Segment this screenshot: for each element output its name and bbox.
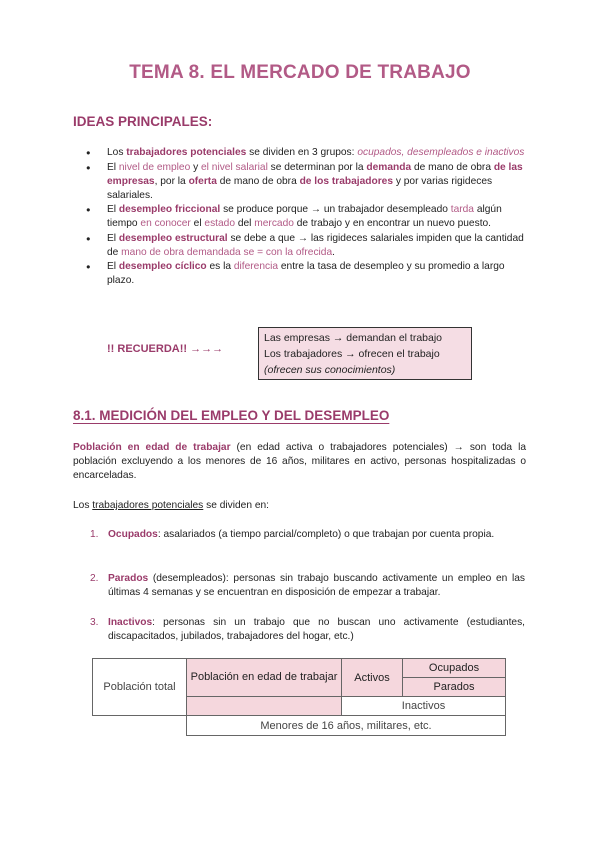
table-cell-spacer [187, 697, 342, 716]
divide-paragraph: Los trabajadores potenciales se dividen en: [73, 500, 269, 511]
table-cell-total: Población total [93, 659, 187, 716]
list-item: ● El desempleo friccional se produce porque → un trabajador desempleado tarda algún tiempo en conocer el estado del mercado de trabajo y en encontrar un nuevo puesto. [86, 203, 531, 231]
table-cell-parados: Parados [403, 678, 506, 697]
recuerda-line: (ofrecen sus conocimientos) [264, 364, 396, 376]
recuerda-line: Los trabajadores → ofrecen el trabajo [264, 348, 440, 360]
list-item: 3. Inactivos: personas sin un trabajo que no buscan uno activamente (estudiantes, discapacitados, jubilados, trabajadores del hogar, etc.) [90, 617, 525, 642]
recuerda-box [258, 327, 472, 380]
list-item: 2. Parados (desempleados): personas sin trabajo buscando activamente un empleo en las últimas 4 semanas y se encuentran en disposición de empezar a trabajar. [90, 573, 525, 598]
list-item: 1. Ocupados: asalariados (a tiempo parcial/completo) o que trabajan por cuenta propia. [90, 529, 495, 540]
table-cell-blank [93, 716, 187, 736]
poblacion-paragraph: Población en edad de trabajar (en edad activa o trabajadores potenciales) → son toda la población excluyendo a los menores de 16 años, militares en activo, personas hospitalizadas o encarceladas. [73, 442, 526, 481]
page-title: TEMA 8. EL MERCADO DE TRABAJO [129, 62, 471, 83]
table-cell-menores: Menores de 16 años, militares, etc. [187, 716, 506, 736]
table-cell-inactivos: Inactivos [342, 697, 506, 716]
categories-list [90, 616, 525, 644]
list-item: ● El desempleo estructural se debe a que → las rigideces salariales impiden que la cantidad de mano de obra demandada se = con la ofrecida. [86, 232, 531, 260]
poblacion-table [92, 658, 506, 736]
categories-list [90, 528, 525, 542]
recuerda-line: Las empresas → demandan el trabajo [264, 332, 443, 344]
section-heading: 8.1. MEDICIÓN DEL EMPLEO Y DEL DESEMPLEO [73, 408, 390, 423]
table-cell-edad: Población en edad de trabajar [187, 659, 342, 697]
table-cell-ocupados: Ocupados [403, 659, 506, 678]
list-item: ● El nivel de empleo y el nivel salarial se determinan por la demanda de mano de obra de las empresas, por la oferta de mano de obra de los trabajadores y por varias rigideces salariales. [86, 161, 531, 203]
table-cell-activos: Activos [342, 659, 403, 697]
recuerda-label: !! RECUERDA!! →→→ [107, 343, 224, 355]
list-item: ● Los trabajadores potenciales se dividen en 3 grupos: ocupados, desempleados e inactivos [86, 146, 531, 160]
categories-list [90, 572, 525, 600]
list-item: ● El desempleo cíclico es la diferencia entre la tasa de desempleo y su promedio a largo plazo. [86, 260, 531, 288]
ideas-heading: IDEAS PRINCIPALES: [73, 114, 213, 129]
ideas-list [86, 146, 531, 289]
